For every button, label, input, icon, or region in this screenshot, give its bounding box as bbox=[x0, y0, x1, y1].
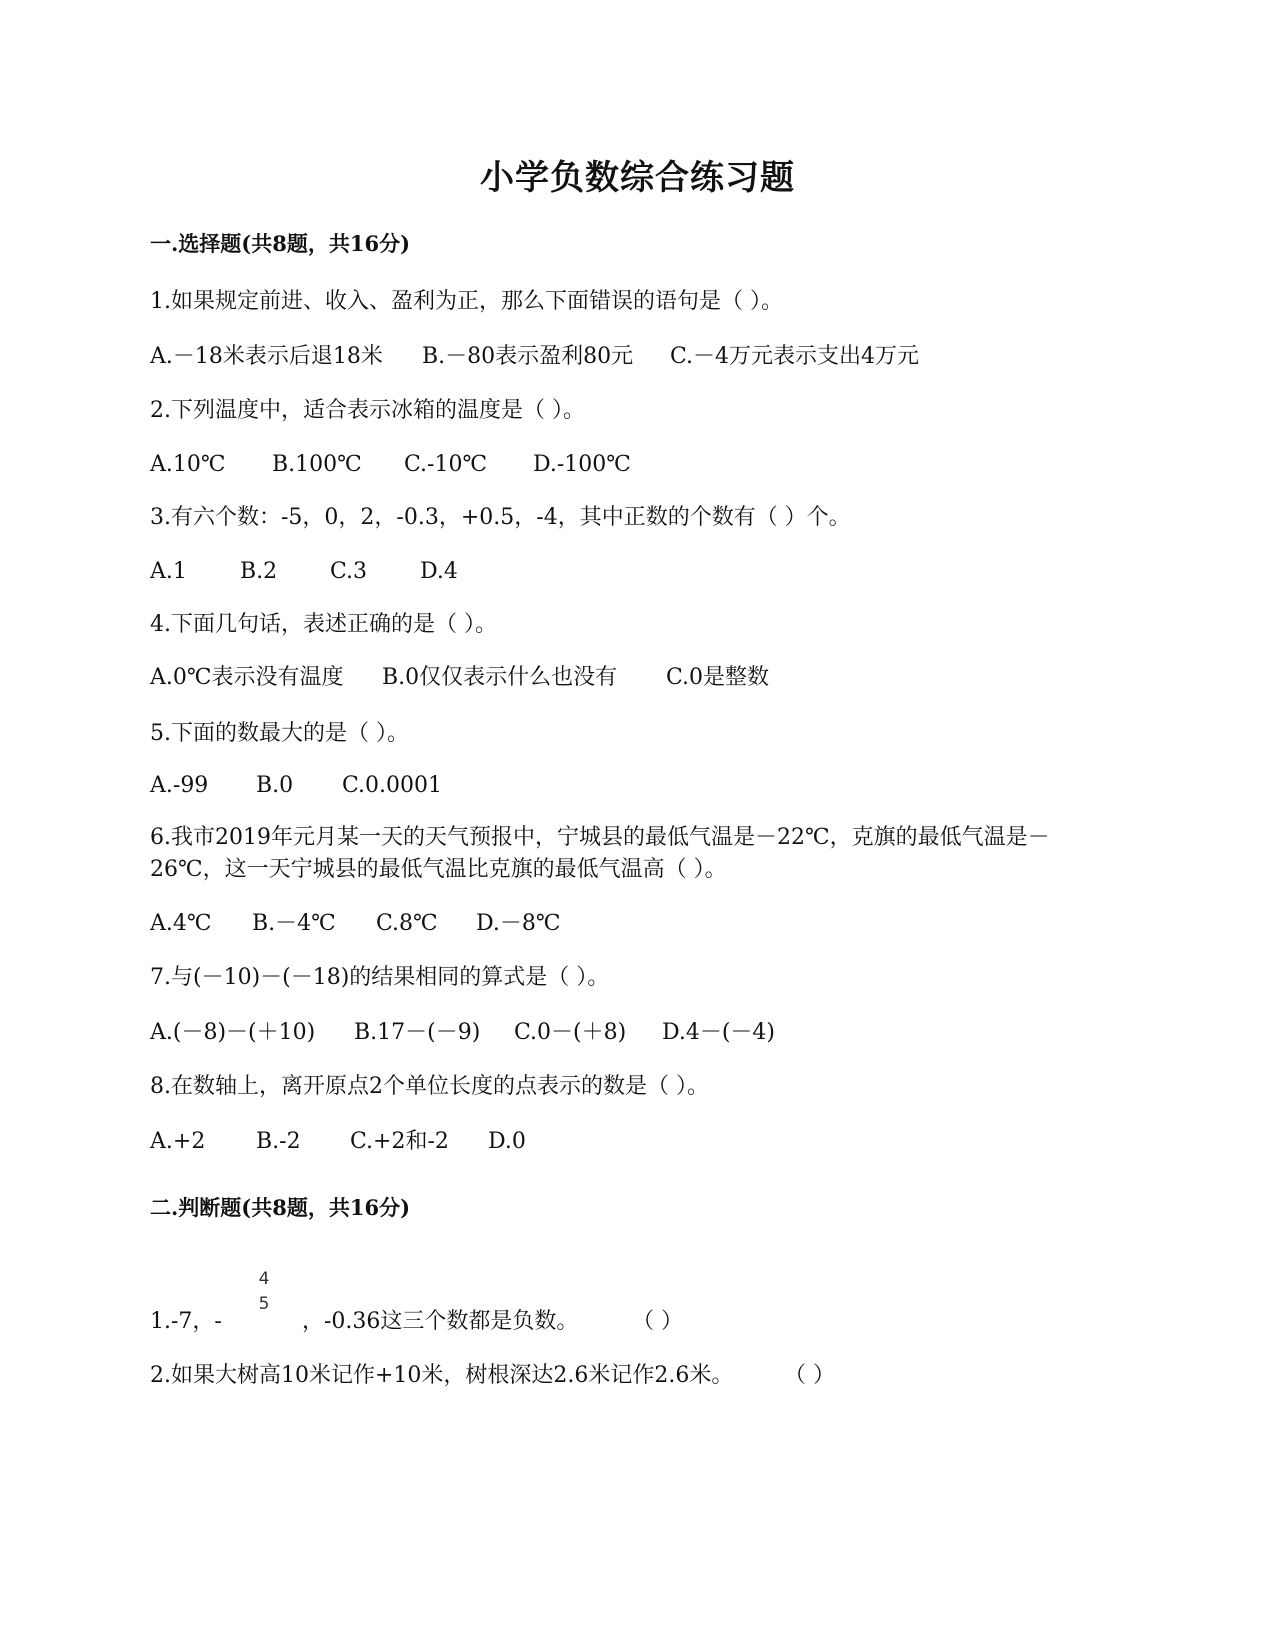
option-c: C.3 bbox=[330, 559, 368, 584]
option-b: B.－4℃ bbox=[252, 911, 336, 936]
option-b: B.-2 bbox=[256, 1129, 301, 1154]
question-1: 1.如果规定前进、收入、盈利为正，那么下面错误的语句是（ ）。 bbox=[150, 289, 783, 314]
question-4: 4.下面几句话，表述正确的是（ ）。 bbox=[150, 612, 497, 637]
options-8 bbox=[150, 1126, 526, 1158]
option-b: B.0仅仅表示什么也没有 bbox=[382, 665, 618, 690]
option-c: C.-10℃ bbox=[404, 452, 488, 477]
fraction-numerator: 4 bbox=[258, 1269, 270, 1289]
option-a: A.0℃表示没有温度 bbox=[150, 665, 344, 690]
section-heading-judge: 二.判断题(共8题，共16分) bbox=[150, 1195, 411, 1220]
option-b: B.100℃ bbox=[272, 452, 362, 477]
judge-text: 2.如果大树高10米记作+10米，树根深达2.6米记作2.6米。 bbox=[150, 1363, 734, 1388]
option-a: A.4℃ bbox=[150, 911, 212, 936]
option-c: C.+2和-2 bbox=[350, 1129, 449, 1154]
option-d: D.4 bbox=[420, 559, 458, 584]
option-c: C.0.0001 bbox=[342, 773, 443, 798]
option-a: A.10℃ bbox=[150, 452, 226, 477]
page-title: 小学负数综合练习题 bbox=[480, 158, 795, 198]
option-a: A.1 bbox=[150, 559, 187, 584]
option-b: B.0 bbox=[256, 773, 294, 798]
options-7 bbox=[150, 1017, 775, 1049]
options-6 bbox=[150, 908, 560, 940]
option-a: A.-99 bbox=[150, 773, 209, 798]
option-a: A.(－8)－(＋10) bbox=[150, 1020, 316, 1045]
judge-suffix: ，-0.36这三个数都是负数。 bbox=[302, 1309, 579, 1334]
option-d: D.4－(－4) bbox=[662, 1020, 776, 1045]
question-3: 3.有六个数：-5，0，2，-0.3，+0.5，-4，其中正数的个数有（ ）个。 bbox=[150, 505, 851, 530]
option-b: B.2 bbox=[240, 559, 278, 584]
option-d: D.－8℃ bbox=[476, 911, 561, 936]
options-4 bbox=[150, 662, 769, 694]
option-b: B.17－(－9) bbox=[354, 1020, 481, 1045]
judge-question-1 bbox=[150, 1306, 683, 1338]
judge-prefix: 1.-7，- bbox=[150, 1309, 222, 1334]
option-c: C.8℃ bbox=[376, 911, 438, 936]
answer-bracket: （ ） bbox=[784, 1363, 835, 1388]
fraction-denominator: 5 bbox=[258, 1294, 270, 1314]
question-2: 2.下列温度中，适合表示冰箱的温度是（ ）。 bbox=[150, 398, 585, 423]
option-d: D.-100℃ bbox=[533, 452, 631, 477]
question-6: 6.我市2019年元月某一天的天气预报中，宁城县的最低气温是－22℃，克旗的最低气温是－26℃，这一天宁城县的最低气温比克旗的最低气温高（ ）。 bbox=[150, 825, 1050, 882]
options-3 bbox=[150, 556, 458, 588]
option-c: C.0－(＋8) bbox=[514, 1020, 627, 1045]
answer-bracket: （ ） bbox=[632, 1309, 683, 1334]
options-2 bbox=[150, 449, 631, 481]
option-a: A.+2 bbox=[150, 1129, 206, 1154]
option-a: A.－18米表示后退18米 bbox=[150, 344, 383, 369]
option-c: C.0是整数 bbox=[666, 665, 770, 690]
option-d: D.0 bbox=[488, 1129, 526, 1154]
question-7: 7.与(－10)－(－18)的结果相同的算式是（ ）。 bbox=[150, 965, 610, 990]
section-heading-choice: 一.选择题(共8题，共16分) bbox=[150, 231, 411, 256]
option-c: C.－4万元表示支出4万元 bbox=[670, 344, 920, 369]
option-b: B.－80表示盈利80元 bbox=[422, 344, 634, 369]
judge-question-2 bbox=[150, 1360, 835, 1392]
question-5: 5.下面的数最大的是（ ）。 bbox=[150, 721, 409, 746]
question-8: 8.在数轴上，离开原点2个单位长度的点表示的数是（ ）。 bbox=[150, 1074, 709, 1099]
options-1 bbox=[150, 341, 919, 373]
options-5 bbox=[150, 770, 442, 802]
